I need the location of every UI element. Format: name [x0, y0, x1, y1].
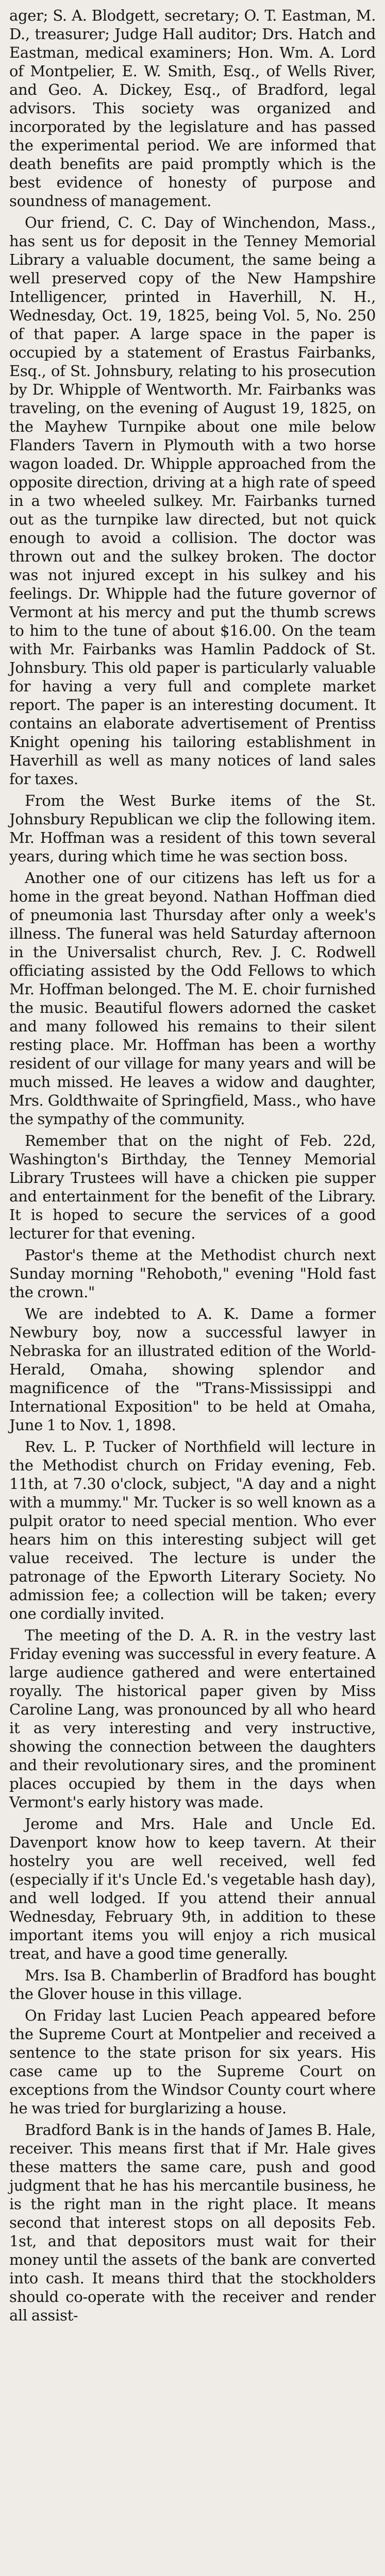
lucien-peach-paragraph: On Friday last Lucien Peach appeared before the Supreme Court at Montpelier and received a sentence to the state prison for six years. His case came up to the Supreme Court on exceptions from the Windsor County court where he was tried for burglarizing a house.: [9, 2007, 376, 2117]
washington-birthday-supper-paragraph: Remember that on the night of Feb. 22d, Washington's Birthday, the Tenney Memorial Library Trustees will have a chicken pie supper and entertainment for the benefit of the Library. It is hoped to secure the services of a good lecturer for that evening.: [9, 1132, 376, 1242]
intelligencer-document-paragraph: Our friend, C. C. Day of Winchendon, Mass., has sent us for deposit in the Tenney Memorial Library a valuable document, the same being a well preserved copy of the New Hampshire Intelligencer, printed in Haverhill, N. H., Wednesday, Oct. 19, 1825, being Vol. 5, No. 250 of that paper. A large space in the paper is occupied by a statement of Erastus Fairbanks, Esq., of St. Johnsbury, relating to his prosecution by Dr. Whipple of Wentworth. Mr. Fairbanks was traveling, on the evening of August 19, 1825, on the Mayhew Turnpike about one mile below Flanders Tavern in Plymouth with a two horse wagon loaded. Dr. Whipple approached from the opposite direction, driving at a high rate of speed in a two wheeled sulkey. Mr. Fairbanks turned out as the turnpike law directed, but not quick enough to avoid a collision. The doctor was thrown out and the sulkey broken. The doctor was not injured except in his sulkey and his feelings. Dr. Whipple had the future governor of Vermont at his mercy and put the thumb screws to him to the tune of about $16.00. On the team with Mr. Fairbanks was Hamlin Paddock of St. Johnsbury. This old paper is particularly valuable for having a very full and complete market report. The paper is an interesting document. It contains an elaborate advertisement of Prentiss Knight opening his tailoring establishment in Haverhill as well as many notices of land sales for taxes.: [9, 214, 376, 788]
hoffman-obituary-paragraph: Another one of our citizens has left us for a home in the great beyond. Nathan Hoffman died of pneumonia last Thursday after only a week's illness. The funeral was held Saturday afternoon in the Universalist church, Rev. J. C. Rodwell officiating assisted by the Odd Fellows to which Mr. Hoffman belonged. The M. E. choir furnished the music. Beautiful flowers adorned the casket and many followed his remains to their silent resting place. Mr. Hoffman has been a worthy resident of our village for many years and will be much missed. He leaves a widow and daughter, Mrs. Goldthwaite of Springfield, Mass., who have the sympathy of the community.: [9, 869, 376, 1128]
west-burke-intro-paragraph: From the West Burke items of the St. Johnsbury Republican we clip the following item. Mr. Hoffman was a resident of this town several years, during which time he was section boss.: [9, 792, 376, 865]
hale-tavern-paragraph: Jerome and Mrs. Hale and Uncle Ed. Davenport know how to keep tavern. At their hostelry you are well received, well fed (especially if it's Uncle Ed.'s vegetable hash day), and well lodged. If you attend their annual Wednesday, February 9th, in addition to these important items you will enjoy a rich musical treat, and have a good time generally.: [9, 1815, 376, 1962]
world-herald-paragraph: We are indebted to A. K. Dame a former Newbury boy, now a successful lawyer in Nebraska for an illustrated edition of the World-Herald, Omaha, showing splendor and magnificence of the "Trans-Mississippi and International Exposition" to be held at Omaha, June 1 to Nov. 1, 1898.: [9, 1305, 376, 1434]
bradford-bank-paragraph: Bradford Bank is in the hands of James B. Hale, receiver. This means first that if Mr. Hale gives these matters the same care, push and good judgment that he has his mercantile business, he is the right man in the right place. It means second that interest stops on all deposits Feb. 1st, and that depositors must wait for their money until the assets of the bank are converted into cash. It means third that the stockholders should co-operate with the receiver and render all assist-: [9, 2121, 376, 2324]
society-officers-paragraph: ager; S. A. Blodgett, secretary; O. T. Eastman, M. D., treasurer; Judge Hall auditor; Drs. Hatch and Eastman, medical examiners; Hon. Wm. A. Lord of Montpelier, E. W. Smith, Esq., of Wells River, and Geo. A. Dickey, Esq., of Bradford, legal advisors. This society was organized and incorporated by the legislature and has passed the experimental period. We are informed that death benefits are paid promptly which is the best evidence of honesty of purpose and soundness of management.: [9, 7, 376, 210]
news-column: [9, 6, 376, 2325]
pastor-theme-paragraph: Pastor's theme at the Methodist church next Sunday morning "Rehoboth," evening "Hold fast the crown.": [9, 1246, 376, 1301]
dar-meeting-paragraph: The meeting of the D. A. R. in the vestry last Friday evening was successful in every feature. A large audience gathered and were entertained royally. The historical paper given by Miss Caroline Lang, was pronounced by all who heard it as very interesting and very instructive, showing the connection between the daughters and their revolutionary sires, and the prominent places occupied by them in the days when Vermont's early history was made.: [9, 1626, 376, 1811]
glover-house-paragraph: Mrs. Isa B. Chamberlin of Bradford has bought the Glover house in this village.: [9, 1967, 376, 2003]
tucker-lecture-paragraph: Rev. L. P. Tucker of Northfield will lecture in the Methodist church on Friday evening, Feb. 11th, at 7.30 o'clock, subject, "A day and a night with a mummy." Mr. Tucker is so well known as a pulpit orator to need special mention. Who ever hears him on this interesting subject will get value received. The lecture is under the patronage of the Epworth Literary Society. No admission fee; a collection will be taken; every one cordially invited.: [9, 1438, 376, 1622]
